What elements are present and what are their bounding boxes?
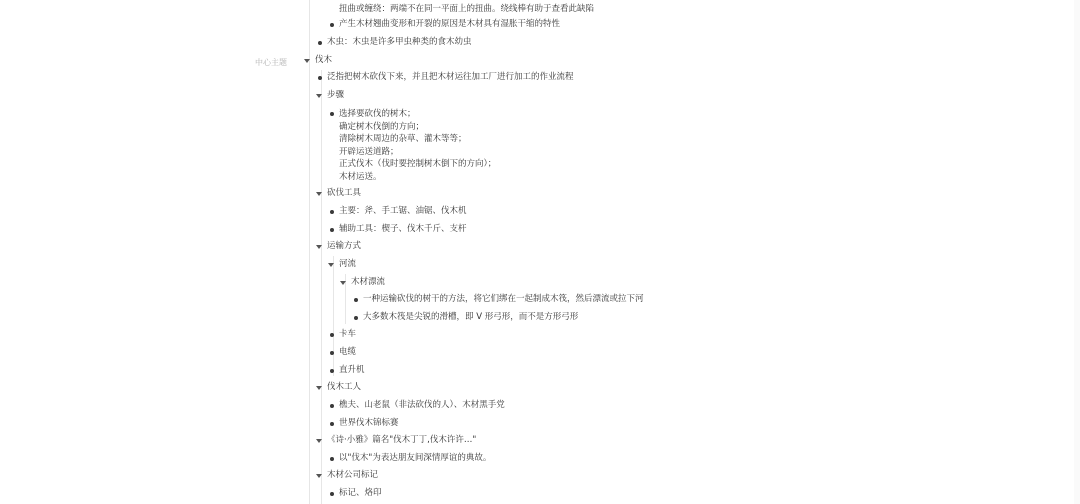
list-item: 以"伐木"为表达朋友间深情厚谊的典故。 (339, 453, 492, 463)
collapse-arrow-icon[interactable] (340, 281, 346, 285)
step-line: 选择要砍伐的树木； (339, 109, 416, 119)
bullet-icon (318, 76, 322, 80)
outline-node-poem[interactable]: 《诗·小雅》篇名"伐木丁丁,伐木许许…" (327, 435, 477, 445)
collapse-arrow-icon[interactable] (316, 94, 322, 98)
bullet-icon (330, 422, 334, 426)
list-item: 泛指把树木砍伐下来，并且把木材运往加工厂进行加工的作业流程 (327, 72, 574, 82)
step-line: 正式伐木（伐时要控制树木倒下的方向）； (339, 159, 497, 169)
collapse-arrow-icon[interactable] (304, 59, 310, 63)
collapse-arrow-icon[interactable] (316, 474, 322, 478)
list-item: 木虫：木虫是许多甲虫种类的食木幼虫 (327, 37, 472, 47)
bullet-icon (330, 457, 334, 461)
tree-guide-line (333, 256, 334, 376)
bullet-icon (330, 23, 334, 27)
list-item: 大多数木筏是尖锐的滑槽，即 V 形弓形，而不是方形弓形 (363, 312, 579, 322)
step-line: 木材运送。 (339, 171, 382, 182)
bullet-icon (318, 41, 322, 45)
list-item: 产生木材翘曲变形和开裂的原因是木材具有湿胀干缩的特性 (339, 19, 561, 29)
outline-node-loggers[interactable]: 伐木工人 (327, 382, 362, 392)
bullet-icon (330, 333, 334, 337)
outline-node-tools[interactable]: 砍伐工具 (327, 188, 362, 198)
outline-node-river[interactable]: 河流 (339, 259, 357, 269)
bullet-icon (330, 210, 334, 214)
tree-guide-line (309, 0, 310, 504)
bullet-icon (330, 404, 334, 408)
outline-node-timber-rafting[interactable]: 木材漂流 (351, 277, 386, 287)
list-item: 直升机 (339, 365, 365, 375)
bullet-icon (354, 298, 358, 302)
collapse-arrow-icon[interactable] (316, 386, 322, 390)
bullet-icon (330, 112, 334, 116)
list-item: 一种运输砍伐的树干的方法，将它们绑在一起制成木筏，然后漂流或拉下河 (363, 294, 644, 304)
list-item: 扭曲或缠绕：两端不在同一平面上的扭曲。绕线棒有助于查看此缺陷 (339, 4, 595, 14)
step-line: 确定树木伐倒的方向； (339, 121, 425, 132)
list-item: 电缆 (339, 347, 357, 357)
collapse-arrow-icon[interactable] (316, 192, 322, 196)
bullet-icon (330, 228, 334, 232)
bullet-icon (330, 492, 334, 496)
list-item: 辅助工具：楔子、伐木千斤、支杆 (339, 224, 467, 234)
collapse-arrow-icon[interactable] (328, 263, 334, 267)
step-line: 开辟运送道路； (339, 146, 399, 157)
outline-node-logging[interactable]: 伐木 (315, 55, 333, 65)
side-topic-label: 中心主题 (255, 58, 287, 67)
list-item: 卡车 (339, 329, 357, 339)
outline-node-steps[interactable]: 步骤 (327, 90, 345, 100)
list-item: 世界伐木锦标赛 (339, 418, 399, 428)
bullet-icon (330, 351, 334, 355)
collapse-arrow-icon[interactable] (316, 439, 322, 443)
list-item: 樵夫、山老鼠（非法砍伐的人）、木材黑手党 (339, 400, 505, 410)
list-item: 主要：斧、手工锯、油锯、伐木机 (339, 206, 467, 216)
collapse-arrow-icon[interactable] (316, 245, 322, 249)
bullet-icon (354, 316, 358, 320)
outline-node-company-marks[interactable]: 木材公司标记 (327, 470, 379, 480)
scrollbar[interactable] (1074, 0, 1080, 504)
step-line: 清除树木周边的杂草、灌木等等； (339, 134, 467, 144)
list-item: 标记、烙印 (339, 488, 382, 498)
outline-node-transport[interactable]: 运输方式 (327, 241, 362, 251)
bullet-icon (330, 369, 334, 373)
